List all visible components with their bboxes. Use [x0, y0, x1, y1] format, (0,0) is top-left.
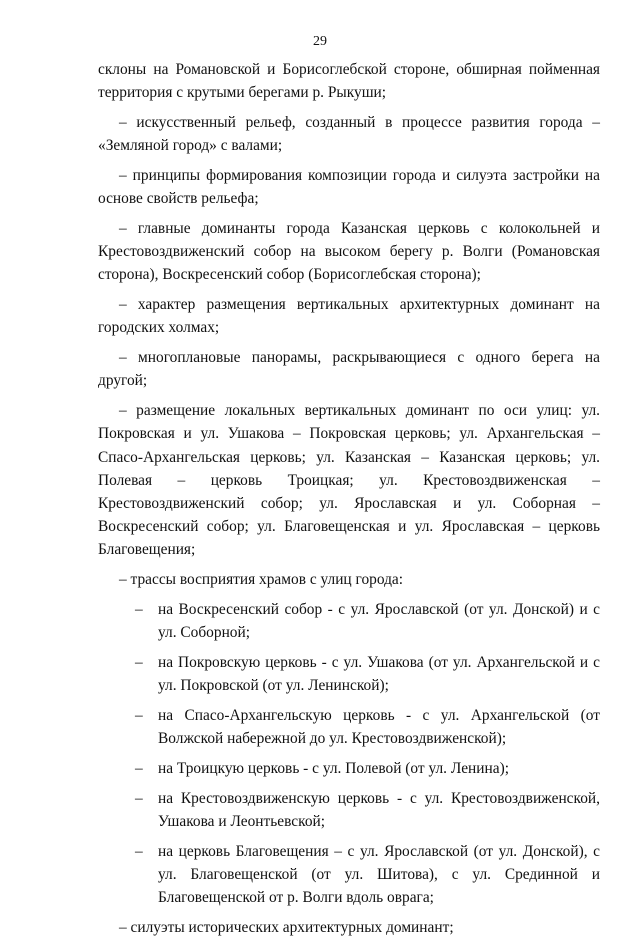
- paragraph-main-dominants: – главные доминанты города Казанская церковь с колокольней и Крестовоздвиженский собор на высоком берегу р. Волги (Романовская сторона), Воскресенский собор (Борисоглебская сторона);: [98, 220, 600, 284]
- paragraph-composition-principles: – принципы формирования композиции города и силуэта застройки на основе свойств рельефа;: [98, 167, 600, 208]
- list-item: [98, 651, 600, 697]
- paragraph-slopes: склоны на Романовской и Борисоглебской стороне, обширная пойменная территория с крутыми берегами р. Рыкуши;: [98, 61, 600, 102]
- page-number: 29: [313, 34, 327, 49]
- paragraph-local-dominants: – размещение локальных вертикальных доминант по оси улиц: ул. Покровская и ул. Ушакова – Покровская церковь; ул. Архангельская – Спасо-Архангельская церковь; ул. Казанская – Казанская церковь; ул. Полевая – церковь Троицкая; ул. Крестовоздвиженская – Крестовоздвиженский собор; ул. Ярославская и ул. Соборная – Воскресенский собор; ул. Благовещенская и ул. Ярославская – церковь Благовещения;: [98, 402, 600, 559]
- perception-routes-list: [98, 598, 600, 909]
- list-item-text: на Спасо-Архангельскую церковь - с ул. Архангельской (от Волжской набережной до ул. Крестовоздвиженской);: [158, 707, 600, 748]
- list-item: [98, 757, 600, 780]
- paragraph-artificial-relief: – искусственный рельеф, созданный в процессе развития города – «Земляной город» с валами;: [98, 114, 600, 155]
- list-item-text: на Воскресенский собор - с ул. Ярославской (от ул. Донской) и с ул. Соборной;: [158, 601, 600, 642]
- list-item: [98, 704, 600, 750]
- list-item: [98, 598, 600, 644]
- bullet-dash: –: [135, 654, 143, 672]
- paragraph-silhouettes: – силуэты исторических архитектурных доминант;: [119, 919, 454, 937]
- bullet-dash: –: [135, 842, 143, 860]
- list-item: [98, 787, 600, 833]
- bullet-dash: –: [135, 760, 143, 778]
- bullet-dash: –: [135, 601, 143, 619]
- paragraph-dominant-placement: – характер размещения вертикальных архитектурных доминант на городских холмах;: [98, 296, 600, 337]
- list-item-text: на Крестовоздвиженскую церковь - с ул. Крестовоздвиженской, Ушакова и Леонтьевской;: [158, 789, 600, 831]
- list-item-text: на Покровскую церковь - с ул. Ушакова (от ул. Архангельской и с ул. Покровской (от ул. Ленинской);: [158, 654, 600, 695]
- list-item-text: на Троицкую церковь - с ул. Полевой (от ул. Ленина);: [158, 760, 509, 778]
- paragraph-panoramas: – многоплановые панорамы, раскрывающиеся с одного берега на другой;: [98, 349, 600, 390]
- list-item-text: на церковь Благовещения – с ул. Ярославской (от ул. Донской), с ул. Благовещенской (от ул. Шитова), с ул. Срединной и Благовещенской от р. Волги вдоль оврага;: [158, 842, 600, 907]
- list-item: [98, 840, 600, 910]
- bullet-dash: –: [135, 707, 143, 725]
- bullet-dash: –: [135, 789, 143, 807]
- paragraph-perception-routes: – трассы восприятия храмов с улиц города:: [119, 571, 404, 589]
